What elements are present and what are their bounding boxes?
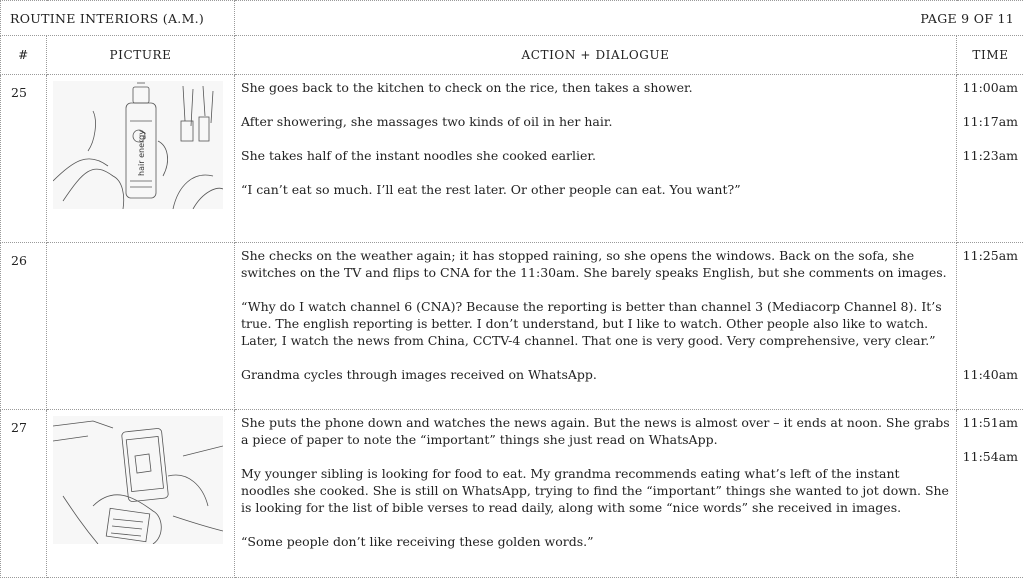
picture-cell <box>47 75 235 243</box>
time-cell <box>957 410 1024 578</box>
section-title: ROUTINE INTERIORS (A.M.) <box>1 1 235 36</box>
phone-hands-sketch-image <box>53 416 223 544</box>
page-number: PAGE 9 OF 11 <box>235 1 1024 36</box>
action-line: She puts the phone down and watches the news again. But the news is almost over – it ends at noon. She grabs a piece of paper to note the “important” things she just read on WhatsApp. <box>241 414 950 448</box>
column-header-number: # <box>1 36 47 75</box>
column-header-picture: PICTURE <box>47 36 235 75</box>
table-row <box>1 410 1024 578</box>
action-line: She checks on the weather again; it has stopped raining, so she opens the windows. Back on the sofa, she switches on the TV and flips to CNA for the 11:30am. She barely speaks English, but she comments on images. <box>241 247 950 281</box>
picture-cell <box>47 410 235 578</box>
time-cell <box>957 75 1024 243</box>
hair-oil-sketch-image <box>53 81 223 209</box>
action-dialogue-cell <box>235 243 957 410</box>
action-line: After showering, she massages two kinds of oil in her hair. <box>241 113 950 130</box>
column-header-action: ACTION + DIALOGUE <box>235 36 957 75</box>
action-line: Grandma cycles through images received on WhatsApp. <box>241 366 950 383</box>
timestamp: 11:17am <box>957 113 1018 130</box>
bottle-label: hair energy <box>137 130 146 176</box>
timestamp: 11:51am <box>957 414 1018 431</box>
picture-cell <box>47 243 235 410</box>
dialogue-line: “Why do I watch channel 6 (CNA)? Because the reporting is better than channel 3 (Mediacorp Channel 8). It’s true. The english reporting is better. I don’t understand, but I like to watch. Other people also like to watch. Later, I watch the news from China, CCTV-4 channel. That one is very good. Very comprehensive, very clear.” <box>241 298 950 349</box>
action-dialogue-cell <box>235 75 957 243</box>
timestamp: 11:23am <box>957 147 1018 164</box>
timestamp: 11:00am <box>957 79 1018 96</box>
dialogue-line: “Some people don’t like receiving these golden words.” <box>241 533 950 550</box>
action-dialogue-cell <box>235 410 957 578</box>
action-line: She takes half of the instant noodles she cooked earlier. <box>241 147 950 164</box>
scene-number: 26 <box>1 243 47 410</box>
action-line: She goes back to the kitchen to check on the rice, then takes a shower. <box>241 79 950 96</box>
action-line: My younger sibling is looking for food to eat. My grandma recommends eating what’s left of the instant noodles she cooked. She is still on WhatsApp, trying to find the “important” things she wanted to jot down. She is looking for the list of bible verses to read daily, along with some “nice words” she received in images. <box>241 465 950 516</box>
table-row <box>1 75 1024 243</box>
column-headers <box>1 36 1024 75</box>
page-header <box>1 1 1024 36</box>
timestamp: 11:25am <box>957 247 1018 264</box>
timestamp: 11:40am <box>957 366 1018 383</box>
table-row <box>1 243 1024 410</box>
scene-number: 25 <box>1 75 47 243</box>
time-cell <box>957 243 1024 410</box>
column-header-time: TIME <box>957 36 1024 75</box>
timestamp: 11:54am <box>957 448 1018 465</box>
dialogue-line: “I can’t eat so much. I’ll eat the rest later. Or other people can eat. You want?” <box>241 181 950 198</box>
scene-number: 27 <box>1 410 47 578</box>
